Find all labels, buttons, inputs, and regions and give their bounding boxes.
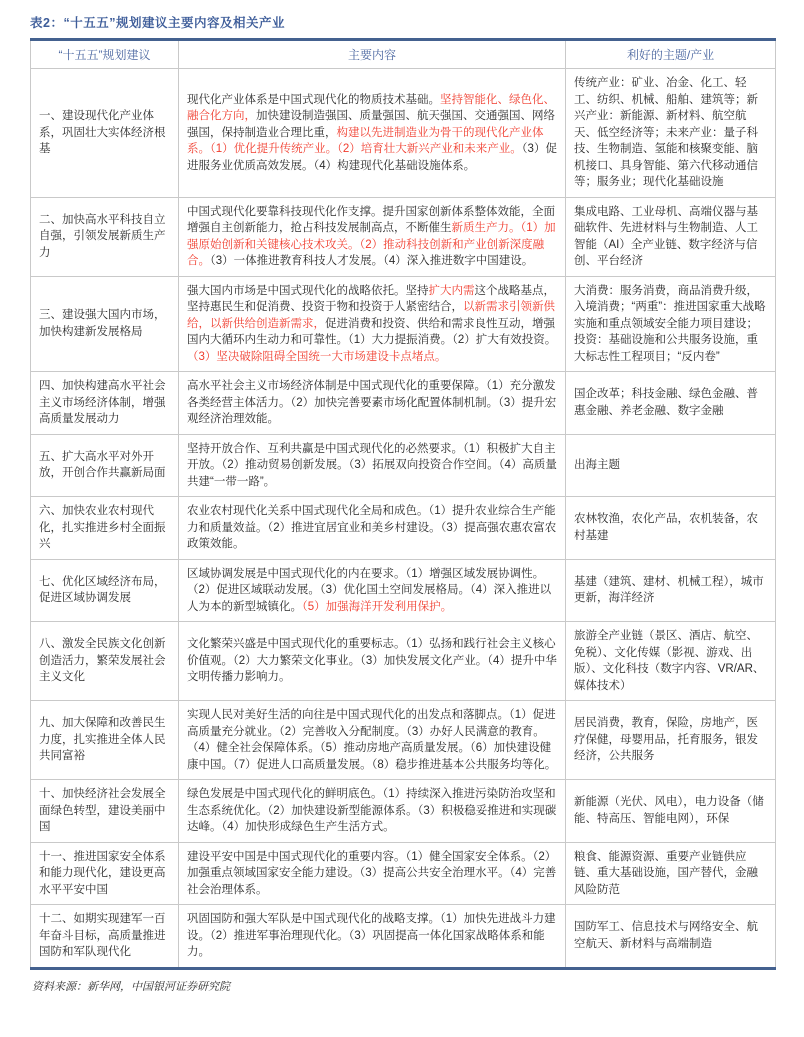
- content-cell: [179, 559, 566, 622]
- plan-cell: 七、优化区域经济布局，促进区域协调发展: [31, 559, 179, 622]
- industries-cell: 农林牧渔，农化产品，农机装备，农村基建: [566, 497, 776, 560]
- content-segment: 扩大内需: [428, 284, 475, 297]
- content-segment: 文化繁荣兴盛是中国式现代化的重要标志。（1）弘扬和践行社会主义核心价值观。（2）大力繁荣文化事业。（3）加快发展文化产业。（4）提升中华文明传播力影响力。: [187, 638, 557, 684]
- industries-cell: 旅游全产业链（景区、酒店、航空、免税）、文化传媒（影视、游戏、出版）、文化科技（数字内容、VR/AR、媒体技术）: [566, 622, 776, 701]
- content-cell: [179, 622, 566, 701]
- content-segment: 现代化产业体系是中国式现代化的物质技术基础。: [187, 93, 440, 106]
- industries-cell: 粮食、能源资源、重要产业链供应链、重大基础设施，国产替代，金融风险防范: [566, 842, 776, 905]
- table-body: [31, 69, 776, 969]
- content-segment: 绿色发展是中国式现代化的鲜明底色。（1）持续深入推进污染防治攻坚和生态系统优化。（2）加快建设新型能源体系。（3）积极稳妥推进和实现碳达峰。（4）加快形成绿色生产生活方式。: [187, 788, 557, 833]
- content-segment: （3）坚决破除阻碍全国统一大市场建设卡点堵点。: [187, 350, 447, 363]
- content-segment: 巩固国防和强大军队是中国式现代化的战略支撑。（1）加快先进战斗力建设。（2）推进军事治理现代化。（3）巩固提高一体化国家战略体系和能力。: [187, 913, 556, 958]
- industries-cell: 集成电路、工业母机、高端仪器与基础软件、先进材料与生物制造、人工智能（AI）全产业链、数字经济与信创、平台经济: [566, 197, 776, 276]
- table-row: [31, 842, 776, 905]
- content-segment: 农业农村现代化关系中国式现代化全局和成色。（1）提升农业综合生产能力和质量效益。（2）推进宜居宜业和美乡村建设。（3）提高强农惠农富农政策效能。: [187, 505, 557, 550]
- content-segment: （5）加强海洋开发利用保护。: [302, 600, 453, 613]
- table-row: [31, 372, 776, 435]
- content-cell: [179, 434, 566, 497]
- plan-cell: 八、激发全民族文化创新创造活力，繁荣发展社会主义文化: [31, 622, 179, 701]
- content-segment: 中国式现代化要靠科技现代化作支撑。提升国家创新体系整体效能，全面增强自主创新能力，抢占科技发展制高点，不断催生: [187, 205, 555, 234]
- table-title: 表2：“十五五”规划建议主要内容及相关产业: [30, 16, 285, 30]
- table-row: [31, 434, 776, 497]
- industries-cell: 国防军工、信息技术与网络安全、航空航天、新材料与高端制造: [566, 905, 776, 969]
- column-header-industries: 利好的主题/产业: [566, 40, 776, 69]
- industries-cell: 居民消费，教育，保险，房地产，医疗保健，母婴用品，托育服务，银发经济，公共服务: [566, 701, 776, 780]
- column-header-plan: “十五五”规划建议: [31, 40, 179, 69]
- content-cell: [179, 276, 566, 372]
- table-row: [31, 622, 776, 701]
- content-cell: [179, 69, 566, 198]
- content-cell: [179, 905, 566, 969]
- plan-cell: 二、加快高水平科技自立自强，引领发展新质生产力: [31, 197, 179, 276]
- plan-cell: 十二、如期实现建军一百年奋斗目标，高质量推进国防和军队现代化: [31, 905, 179, 969]
- content-segment: 促进消费和投资、供给和需求良性互动，增强国内大循环内生动力和可靠性。（1）大力提振消费。（2）扩大有效投资。: [187, 317, 557, 346]
- content-segment: 区域协调发展是中国式现代化的内在要求。（1）增强区域发展协调性。（2）促进区域联动发展。（3）优化国土空间发展格局。（4）深入推进以人为本的新型城镇化。: [187, 567, 552, 613]
- plan-cell: 五、扩大高水平对外开放，开创合作共赢新局面: [31, 434, 179, 497]
- table-row: [31, 276, 776, 372]
- table-row: [31, 559, 776, 622]
- content-segment: （3）一体推进教育科技人才发展。（4）深入推进数字中国建设。: [210, 255, 534, 267]
- content-cell: [179, 497, 566, 560]
- industries-cell: 大消费：服务消费，商品消费升级，入境消费；“两重”：推进国家重大战略实施和重点领域安全能力项目建设；投资：基础设施和公共服务设施，重大标志性工程项目；“反内卷”: [566, 276, 776, 372]
- content-segment: 构建以先进制造业为骨干的现代化产业体系。（1）优化提升传统产业。（2）培育壮大新兴产业和未来产业。: [187, 126, 544, 155]
- header-row: [31, 40, 776, 69]
- column-header-content: 主要内容: [179, 40, 566, 69]
- content-cell: [179, 842, 566, 905]
- table-row: [31, 905, 776, 969]
- plan-cell: 三、建设强大国内市场，加快构建新发展格局: [31, 276, 179, 372]
- industries-cell: 新能源（光伏、风电），电力设备（储能、特高压、智能电网），环保: [566, 780, 776, 843]
- table-row: [31, 701, 776, 780]
- plan-cell: 四、加快构建高水平社会主义市场经济体制，增强高质量发展动力: [31, 372, 179, 435]
- industries-cell: 基建（建筑、建材、机械工程），城市更新，海洋经济: [566, 559, 776, 622]
- industries-cell: 出海主题: [566, 434, 776, 497]
- plan-cell: 十、加快经济社会发展全面绿色转型，建设美丽中国: [31, 780, 179, 843]
- plan-table: [30, 38, 776, 970]
- content-segment: 加快建设制造强国、质量强国、航天强国、交通强国、网络强国，保持制造业合理比重，: [187, 110, 555, 139]
- content-cell: [179, 197, 566, 276]
- content-cell: [179, 372, 566, 435]
- content-segment: 以新需求引领新供给，以新供给创造新需求，: [187, 301, 555, 330]
- source-note: 资料来源：新华网，中国银河证券研究院: [32, 980, 230, 993]
- content-segment: （3）促进服务业优质高效发展。（4）构建现代化基础设施体系。: [187, 143, 557, 172]
- content-segment: 新质生产力。（1）加强原始创新和关键核心技术攻关。（2）推动科技创新和产业创新深度融合。: [187, 222, 556, 267]
- content-cell: [179, 701, 566, 780]
- table-row: [31, 197, 776, 276]
- industries-cell: 传统产业：矿业、冶金、化工、轻工、纺织、机械、船舶、建筑等；新兴产业：新能源、新材料、航空航天、低空经济等；未来产业：量子科技、生物制造、氢能和核聚变能、脑机接口、具身智能、第六代移动通信等；服务业；现代化基础设施: [566, 69, 776, 198]
- industries-cell: 国企改革；科技金融、绿色金融、普惠金融、养老金融、数字金融: [566, 372, 776, 435]
- content-segment: 这个战略基点，坚持惠民生和促消费、投资于物和投资于人紧密结合，: [187, 284, 555, 313]
- content-segment: 坚持智能化、绿色化、融合化方向，: [187, 93, 555, 122]
- plan-cell: 十一、推进国家安全体系和能力现代化，建设更高水平平安中国: [31, 842, 179, 905]
- plan-cell: 九、加大保障和改善民生力度，扎实推进全体人民共同富裕: [31, 701, 179, 780]
- table-row: [31, 497, 776, 560]
- content-cell: [179, 780, 566, 843]
- plan-cell: 六、加快农业农村现代化，扎实推进乡村全面振兴: [31, 497, 179, 560]
- content-segment: 实现人民对美好生活的向往是中国式现代化的出发点和落脚点。（1）促进高质量充分就业。（2）完善收入分配制度。（3）办好人民满意的教育。（4）健全社会保障体系。（5）推动房地产高质量发展。（6）加快建设健康中国。（7）促进人口高质量发展。（8）稳步推进基本公共服务均等化。: [187, 709, 557, 771]
- table-row: [31, 780, 776, 843]
- content-segment: 强大国内市场是中国式现代化的战略依托。坚持: [187, 284, 429, 297]
- plan-cell: 一、建设现代化产业体系，巩固壮大实体经济根基: [31, 69, 179, 198]
- content-segment: 高水平社会主义市场经济体制是中国式现代化的重要保障。（1）充分激发各类经营主体活力。（2）加快完善要素市场化配置体制机制。（3）提升宏观经济治理效能。: [187, 380, 557, 425]
- content-segment: 坚持开放合作、互利共赢是中国式现代化的必然要求。（1）积极扩大自主开放。（2）推动贸易创新发展。（3）拓展双向投资合作空间。（4）高质量共建“一带一路”。: [187, 442, 557, 488]
- content-segment: 建设平安中国是中国式现代化的重要内容。（1）健全国家安全体系。（2）加强重点领域国家安全能力建设。（3）提高公共安全治理水平。（4）完善社会治理体系。: [187, 850, 557, 896]
- table-row: [31, 69, 776, 198]
